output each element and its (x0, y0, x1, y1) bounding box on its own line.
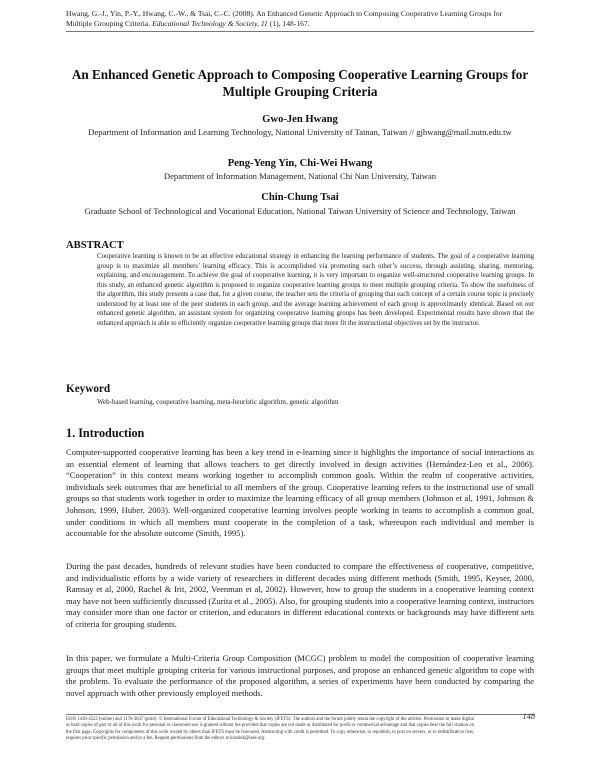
section-heading-introduction: 1. Introduction (66, 426, 145, 440)
citation-tail: (1), 148-167. (267, 19, 310, 28)
keyword-heading: Keyword (66, 383, 111, 395)
footer-rule (66, 714, 534, 715)
body-paragraph: In this paper, we formulate a Multi-Criteria Group Composition (MCGC) problem to model the composition of cooperative learning groups that meet multiple grouping criteria for various instructional purposes, and propose an enhanced genetic algorithm to cope with the problem. To evaluate the performance of the proposed algorithm, a series of experiments have been conducted by comparing the novel approach with other previously employed methods. (66, 653, 534, 698)
copyright-notice: ISSN 1436-4522 (online) and 1176-3647 (print). © International Forum of Educational Technology & Society (IFETS). The authors and the forum jointly retain the copyright of the articles. Permission to make digital or hard copies of part or all of this work for personal or classroom use is granted without fee provided that copies are not made or distributed for profit or commercial advantage and that copies bear the full citation on the first page. Copyrights for components of this work owned by others than IFETS must be honoured. Abstracting with credit is permitted. To copy otherwise, to republish, to post on servers, or to redistribute to lists, requires prior specific permission and/or a fee. Request permissions from the editors at kinshuk@ieee.org. (66, 717, 474, 741)
author-affiliation: Department of Information Management, National Chi Nan University, Taiwan (163, 171, 437, 181)
keyword-list: Web-based learning, cooperative learning, meta-heuristic algorithm, genetic algorithm (97, 398, 339, 406)
citation-text: Hwang, G.-J., Yin, P.-Y., Hwang, C.-W., & Tsai, C.-C. (2008). An Enhanced Genetic Approach to Composing Cooperative Learning Groups for Multiple Grouping Criteria. (66, 9, 503, 28)
author-name: Peng-Yeng Yin, Chi-Wei Hwang (227, 158, 373, 169)
author-affiliation: Department of Information and Learning Technology, National University of Tainan, Taiwan // gjhwang@mail.nutn.edu.tw (88, 127, 512, 137)
author-affiliation: Graduate School of Technological and Vocational Education, National Taiwan University of Science and Technology, Taiwan (84, 206, 516, 216)
page-number: 148 (522, 712, 535, 721)
paper-title: An Enhanced Genetic Approach to Composing Cooperative Learning Groups for Multiple Grouping Criteria (71, 67, 529, 99)
body-paragraph: Computer-supported cooperative learning has been a key trend in e-learning since it highlights the importance of social interactions as an essential element of learning that allows teachers to get directly involved in design activities (Hernández-Leo et al., 2006). “Cooperation” in this context means working together to accomplish common goals. Within the realm of cooperative activities, individuals seek outcomes that are beneficial to all members of the group. Cooperative learning refers to the instructional use of small groups so that students work together in order to maximize the learning efficacy of all group members (Johnson et al, 1991, Johnson & Johnson, 1999, Huber, 2003). Well-organized cooperative learning involves people working in teams to accomplish a common goal, under conditions in which all members must cooperate in the completion of a task, whereupon each individual and member is accountable for the absolute outcome (Smith, 1995). (66, 447, 534, 539)
author-name: Gwo-Jen Hwang (262, 114, 338, 125)
citation-journal: Educational Technology & Society, 11 (152, 19, 268, 28)
abstract-text: Cooperative learning is known to be an effective educational strategy in enhancing the learning performance of students. The goal of a cooperative learning group is to maximize all members’ learning efficacy. This is accomplished via promoting each other’s success, through assisting, sharing, mentoring, explaining, and encouragement. To achieve the goal of cooperative learning, it is very important to organize well-structured cooperative learning groups. In this study, an enhanced genetic algorithm is proposed to organize cooperative learning groups to meet multiple grouping criteria. To show the usefulness of the algorithm, this study presents a case that, for a given course, the teacher sets the criteria of grouping that each concept of a certain course topic is precisely understood by at least one of the peer students in each group, and the average learning achievement of each group is approximately identical. Based on our enhanced genetic algorithm, an assistant system for organizing cooperative learning groups has been developed. Experimental results have shown that the enhanced approach is able to efficiently organize cooperative learning groups that more fit the instructional objectives set by the instructor. (97, 253, 534, 327)
author-name: Chin-Chung Tsai (261, 192, 339, 203)
body-paragraph: During the past decades, hundreds of relevant studies have been conducted to compare the effectiveness of cooperative, competitive, and individualistic efforts by a wide variety of researchers in different decades using different methods (Smith, 1995, Keyser, 2000, Ramsay et al, 2000, Rachel & Irit, 2002, Veenman et al, 2002). However, how to group the students in a cooperative learning context may have not been sufficiently discussed (Zurita et al., 2005). Also, for grouping students into a cooperative learning context, instructors may consider more than one factor or criterion, and educators in different educational contexts or backgrounds may have different sets of criteria for grouping students. (66, 561, 534, 629)
abstract-heading: ABSTRACT (66, 240, 124, 251)
citation-header (66, 9, 526, 29)
header-rule (66, 31, 534, 32)
